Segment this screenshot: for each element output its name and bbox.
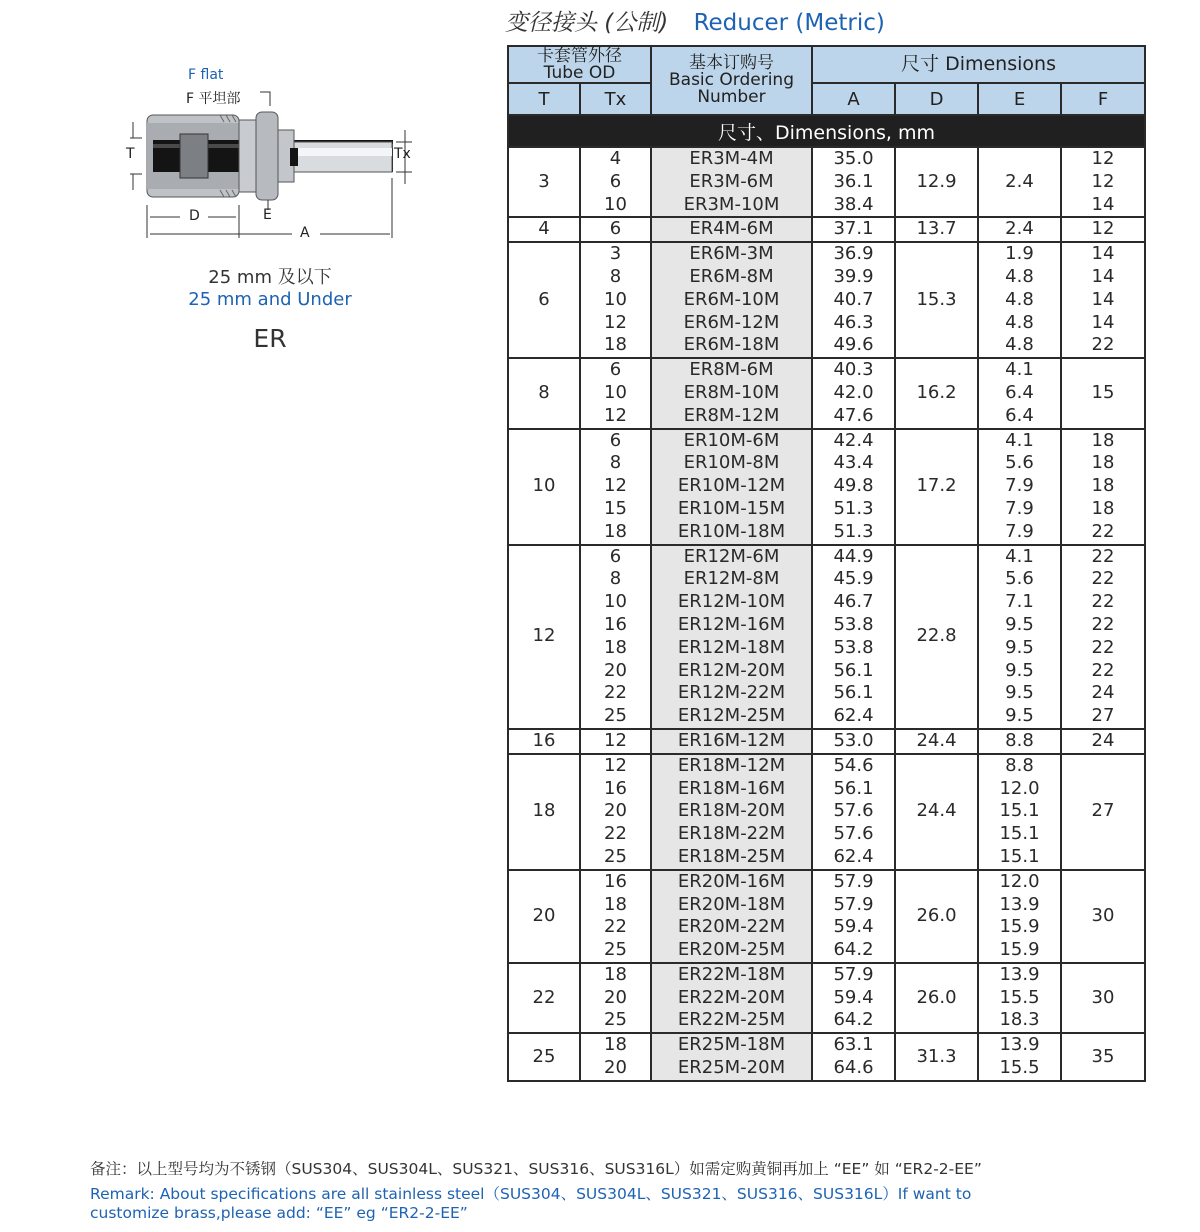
cell-tx-value: 4 (609, 148, 622, 169)
cell-tx-value: 12 (604, 404, 627, 426)
cell-dim-f-value: 22 (1091, 636, 1115, 658)
cell-dim-a-value: 64.2 (833, 1009, 874, 1031)
cell-dim-e-value: 9.5 (1005, 636, 1034, 658)
cell-dim-a-value: 40.3 (833, 359, 874, 381)
cell-dim-f (1061, 147, 1145, 217)
cell-tube-od: 22 (508, 963, 580, 1033)
cell-dim-f-value: 22 (1091, 591, 1115, 613)
cell-dim-a-value: 42.0 (833, 381, 874, 403)
dim-tx-label: Tx (394, 146, 411, 162)
cell-order-number (651, 729, 812, 754)
cell-tx (580, 147, 651, 217)
cell-dim-e-value: 9.5 (1005, 613, 1034, 635)
cell-dim-e-value: 7.9 (1005, 497, 1034, 519)
cell-dim-a-value: 64.6 (833, 1057, 874, 1079)
cell-dim-d: 26.0 (895, 963, 978, 1033)
cell-dim-f-value: 12 (1091, 148, 1115, 169)
cell-tx-value: 8 (609, 452, 622, 474)
cell-dim-e-value: 13.9 (999, 963, 1040, 985)
cell-dim-a-value: 64.2 (833, 939, 874, 961)
table-row (508, 754, 1145, 870)
cell-order-number-value: ER8M-10M (683, 381, 780, 403)
header-tx: Tx (580, 83, 651, 115)
cell-tx-value: 6 (609, 429, 622, 451)
cell-dim-a-value: 44.9 (833, 545, 874, 567)
cell-dim-e (978, 242, 1061, 358)
cell-tx-value: 15 (604, 497, 627, 519)
cell-tx-value: 20 (604, 659, 627, 681)
cell-tx-value: 25 (604, 845, 627, 867)
dim-d-label: D (189, 208, 200, 224)
cell-tx-value: 18 (604, 893, 627, 915)
cell-tx-value: 3 (609, 243, 622, 265)
cell-dim-e (978, 1033, 1061, 1081)
cell-dim-a-value: 35.0 (833, 148, 874, 169)
cell-tx-value: 6 (609, 218, 622, 240)
cell-dim-a-value: 49.6 (833, 334, 874, 356)
cell-order-number-value: ER10M-15M (677, 497, 786, 519)
cell-tx-value: 8 (609, 568, 622, 590)
cell-dim-e-value: 18.3 (999, 1009, 1040, 1031)
cell-tube-od: 4 (508, 217, 580, 242)
cell-dim-e-value: 7.9 (1005, 475, 1034, 497)
cell-dim-f-value: 22 (1091, 613, 1115, 635)
cell-tx-value: 18 (604, 1034, 627, 1056)
cell-dim-a (812, 754, 895, 870)
header-order-en2: Number (697, 87, 766, 107)
cell-dim-a-value: 38.4 (833, 193, 874, 215)
cell-dim-a-value: 59.4 (833, 916, 874, 938)
header-order-zh: 基本订购号 (689, 53, 774, 73)
cell-tx (580, 1033, 651, 1081)
cell-dim-f-value: 24 (1091, 682, 1115, 704)
cell-tx-value: 20 (604, 800, 627, 822)
cell-order-number (651, 754, 812, 870)
cell-dim-e: 2.4 (978, 147, 1061, 217)
cell-order-number-value: ER12M-16M (677, 613, 786, 635)
table-row (508, 729, 1145, 754)
cell-tube-od: 20 (508, 870, 580, 963)
cell-tx (580, 429, 651, 545)
cell-dim-a-value: 36.1 (833, 170, 874, 192)
cell-tube-od: 3 (508, 147, 580, 217)
cell-tx-value: 16 (604, 613, 627, 635)
cell-order-number-value: ER10M-6M (683, 429, 780, 451)
cell-tube-od: 16 (508, 729, 580, 754)
cell-dim-a-value: 63.1 (833, 1034, 874, 1056)
cell-dim-f-value: 18 (1091, 452, 1115, 474)
cell-order-number-value: ER8M-6M (689, 359, 774, 381)
cell-order-number-value: ER3M-4M (689, 148, 774, 169)
cell-dim-e-value: 1.9 (1005, 243, 1034, 265)
cell-order-number-value: ER12M-25M (677, 705, 786, 727)
table-row (508, 545, 1145, 729)
cell-tube-od: 8 (508, 358, 580, 428)
cell-dim-e-value: 15.1 (999, 823, 1040, 845)
cell-dim-d: 26.0 (895, 870, 978, 963)
cell-tx-value: 10 (604, 381, 627, 403)
table-row (508, 358, 1145, 428)
table-row (508, 429, 1145, 545)
table-row (508, 870, 1145, 963)
cell-order-number (651, 242, 812, 358)
cell-order-number-value: ER10M-8M (683, 452, 780, 474)
cell-dim-e-value: 4.8 (1005, 265, 1034, 287)
cell-dim-d: 12.9 (895, 147, 978, 217)
cell-order-number-value: ER16M-12M (677, 729, 786, 751)
cell-tx-value: 16 (604, 870, 627, 892)
cell-dim-a-value: 62.4 (833, 705, 874, 727)
cell-dim-f: 12 (1061, 217, 1145, 242)
cell-order-number-value: ER18M-22M (677, 823, 786, 845)
cell-tx (580, 358, 651, 428)
cell-dim-a (812, 147, 895, 217)
cell-dim-e-value: 4.1 (1005, 359, 1034, 381)
table-row (508, 242, 1145, 358)
cell-dim-a-value: 56.1 (833, 777, 874, 799)
cell-tx-value: 25 (604, 1009, 627, 1031)
cell-dim-e (978, 429, 1061, 545)
cell-dim-f-value: 18 (1091, 475, 1115, 497)
cell-tx-value: 10 (604, 591, 627, 613)
cell-tx (580, 870, 651, 963)
cell-tx (580, 545, 651, 729)
cell-order-number-value: ER12M-22M (677, 682, 786, 704)
cell-dim-f: 24 (1061, 729, 1145, 754)
cell-dim-f-value: 22 (1091, 545, 1115, 567)
title-en: Reducer (Metric) (693, 10, 885, 36)
cell-tx-value: 6 (609, 545, 622, 567)
cell-dim-e-value: 8.8 (1005, 754, 1034, 776)
cell-dim-e-value: 5.6 (1005, 452, 1034, 474)
cell-order-number-value: ER8M-12M (683, 404, 780, 426)
cell-dim-e-value: 9.5 (1005, 659, 1034, 681)
remark-zh: 备注：以上型号均为不锈钢（SUS304、SUS304L、SUS321、SUS316、SUS316L）如需定购黄铜再加上 “EE” 如 “ER2-2-EE” (90, 1160, 982, 1178)
cell-dim-a (812, 963, 895, 1033)
flat-label-zh: F 平坦部 (186, 91, 241, 107)
table-row (508, 1033, 1145, 1081)
cell-tx (580, 729, 651, 754)
cell-dim-e-value: 4.1 (1005, 429, 1034, 451)
cell-dim-e-value: 15.5 (999, 986, 1040, 1008)
size-caption-zh: 25 mm 及以下 (208, 267, 332, 288)
cell-tx-value: 22 (604, 823, 627, 845)
cell-dim-e-value: 7.9 (1005, 520, 1034, 542)
cell-order-number-value: ER18M-16M (677, 777, 786, 799)
cell-dim-e-value: 15.5 (999, 1057, 1040, 1079)
cell-order-number (651, 545, 812, 729)
cell-dim-a (812, 358, 895, 428)
cell-dim-d: 13.7 (895, 217, 978, 242)
cell-dim-a (812, 545, 895, 729)
cell-dim-a-value: 62.4 (833, 845, 874, 867)
cell-order-number-value: ER6M-18M (683, 334, 780, 356)
cell-tx-value: 16 (604, 777, 627, 799)
cell-tx-value: 18 (604, 520, 627, 542)
cell-tx-value: 10 (604, 288, 627, 310)
cell-dim-e-value: 15.9 (999, 916, 1040, 938)
cell-tx-value: 18 (604, 334, 627, 356)
cell-order-number-value: ER12M-8M (683, 568, 780, 590)
cell-dim-d: 31.3 (895, 1033, 978, 1081)
cell-order-number (651, 147, 812, 217)
cell-dim-a-value: 51.3 (833, 520, 874, 542)
units-row: 尺寸、Dimensions, mm (508, 115, 1145, 147)
cell-order-number-value: ER12M-20M (677, 659, 786, 681)
cell-order-number-value: ER25M-18M (677, 1034, 786, 1056)
cell-order-number-value: ER22M-25M (677, 1009, 786, 1031)
cell-order-number-value: ER12M-6M (683, 545, 780, 567)
cell-dim-d: 24.4 (895, 729, 978, 754)
cell-dim-f-value: 14 (1091, 193, 1115, 215)
cell-dim-f-value: 14 (1091, 265, 1115, 287)
cell-dim-e-value: 4.1 (1005, 545, 1034, 567)
cell-dim-e: 8.8 (978, 729, 1061, 754)
cell-dim-f (1061, 429, 1145, 545)
header-ordering-number (651, 46, 812, 115)
header-d: D (895, 83, 978, 115)
cell-dim-a-value: 53.8 (833, 613, 874, 635)
cell-dim-e (978, 870, 1061, 963)
cell-dim-a-value: 37.1 (833, 218, 874, 240)
cell-dim-e-value: 12.0 (999, 777, 1040, 799)
cell-tx-value: 12 (604, 475, 627, 497)
cell-dim-e (978, 545, 1061, 729)
cell-dim-d: 15.3 (895, 242, 978, 358)
header-order-en1: Basic Ordering (668, 70, 794, 90)
cell-tx-value: 12 (604, 754, 627, 776)
cell-dim-e (978, 754, 1061, 870)
cell-tx (580, 754, 651, 870)
cell-dim-f: 27 (1061, 754, 1145, 870)
cell-dim-e-value: 4.8 (1005, 311, 1034, 333)
cell-order-number-value: ER12M-10M (677, 591, 786, 613)
cell-tx-value: 8 (609, 265, 622, 287)
cell-order-number-value: ER6M-12M (683, 311, 780, 333)
cell-tx-value: 6 (609, 170, 622, 192)
cell-dim-a-value: 54.6 (833, 754, 874, 776)
cell-dim-a-value: 40.7 (833, 288, 874, 310)
cell-dim-e-value: 15.9 (999, 939, 1040, 961)
cell-dim-a-value: 49.8 (833, 475, 874, 497)
header-e: E (978, 83, 1061, 115)
cell-tube-od: 25 (508, 1033, 580, 1081)
cell-dim-a-value: 59.4 (833, 986, 874, 1008)
cell-dim-a-value: 47.6 (833, 404, 874, 426)
cell-order-number-value: ER18M-25M (677, 845, 786, 867)
cell-tube-od: 18 (508, 754, 580, 870)
cell-dim-e-value: 9.5 (1005, 682, 1034, 704)
cell-tx (580, 242, 651, 358)
header-f: F (1061, 83, 1145, 115)
cell-dim-f (1061, 242, 1145, 358)
cell-order-number (651, 217, 812, 242)
cell-dim-a-value: 46.7 (833, 591, 874, 613)
title-zh: 变径接头 (公制) (505, 10, 669, 36)
cell-order-number (651, 358, 812, 428)
cell-dim-f: 35 (1061, 1033, 1145, 1081)
cell-dim-a-value: 53.0 (833, 729, 874, 751)
cell-tx-value: 6 (609, 359, 622, 381)
cell-order-number-value: ER10M-18M (677, 520, 786, 542)
cell-dim-a-value: 45.9 (833, 568, 874, 590)
cell-tx-value: 20 (604, 1057, 627, 1079)
page-title (505, 4, 885, 37)
fitting-drawing (120, 60, 420, 250)
cell-dim-d: 22.8 (895, 545, 978, 729)
cell-dim-f-value: 18 (1091, 429, 1115, 451)
cell-tx-value: 20 (604, 986, 627, 1008)
cell-tx-value: 18 (604, 963, 627, 985)
remark-en-line2: customize brass,please add: “EE” eg “ER2-2-EE” (90, 1204, 468, 1222)
header-tube-od-zh: 卡套管外径 (537, 45, 622, 66)
cell-dim-e-value: 6.4 (1005, 381, 1034, 403)
cell-dim-a-value: 46.3 (833, 311, 874, 333)
cell-dim-f-value: 14 (1091, 311, 1115, 333)
cell-dim-f: 15 (1061, 358, 1145, 428)
cell-order-number-value: ER22M-18M (677, 963, 786, 985)
dim-a-label: A (300, 225, 310, 241)
cell-dim-a-value: 36.9 (833, 243, 874, 265)
cell-tx-value: 12 (604, 729, 627, 751)
table-row (508, 217, 1145, 242)
header-a: A (812, 83, 895, 115)
cell-dim-f-value: 27 (1091, 705, 1115, 727)
cell-order-number-value: ER3M-6M (689, 170, 774, 192)
cell-dim-e-value: 15.1 (999, 845, 1040, 867)
cell-order-number (651, 1033, 812, 1081)
size-caption-en: 25 mm and Under (188, 289, 352, 310)
cell-dim-f (1061, 545, 1145, 729)
cell-tx (580, 217, 651, 242)
series-code: ER (253, 324, 287, 353)
cell-dim-f: 30 (1061, 963, 1145, 1033)
cell-order-number-value: ER4M-6M (689, 218, 774, 240)
cell-order-number-value: ER6M-3M (689, 243, 774, 265)
cell-dim-a-value: 56.1 (833, 659, 874, 681)
cell-dim-a-value: 57.9 (833, 963, 874, 985)
cell-tx-value: 18 (604, 636, 627, 658)
cell-dim-e-value: 12.0 (999, 870, 1040, 892)
cell-tx-value: 25 (604, 939, 627, 961)
cell-tx-value: 22 (604, 916, 627, 938)
cell-dim-e-value: 13.9 (999, 1034, 1040, 1056)
header-tube-od-en: Tube OD (543, 62, 616, 83)
cell-dim-f-value: 22 (1091, 334, 1115, 356)
cell-dim-a (812, 1033, 895, 1081)
cell-order-number (651, 963, 812, 1033)
header-t: T (508, 83, 580, 115)
cell-order-number-value: ER18M-12M (677, 754, 786, 776)
cell-dim-a-value: 43.4 (833, 452, 874, 474)
cell-order-number-value: ER6M-10M (683, 288, 780, 310)
cell-tube-od: 10 (508, 429, 580, 545)
cell-dim-e-value: 13.9 (999, 893, 1040, 915)
cell-dim-e-value: 4.8 (1005, 334, 1034, 356)
cell-order-number-value: ER20M-18M (677, 893, 786, 915)
cell-dim-e (978, 358, 1061, 428)
cell-dim-e-value: 7.1 (1005, 591, 1034, 613)
cell-dim-f-value: 14 (1091, 243, 1115, 265)
cell-tx-value: 25 (604, 705, 627, 727)
cell-dim-a-value: 57.6 (833, 823, 874, 845)
cell-order-number-value: ER12M-18M (677, 636, 786, 658)
cell-order-number-value: ER18M-20M (677, 800, 786, 822)
cell-dim-f: 30 (1061, 870, 1145, 963)
cell-dim-a-value: 57.6 (833, 800, 874, 822)
cell-order-number-value: ER10M-12M (677, 475, 786, 497)
cell-dim-e-value: 5.6 (1005, 568, 1034, 590)
cell-dim-e-value: 6.4 (1005, 404, 1034, 426)
flat-label-en: F flat (188, 67, 224, 83)
table-row (508, 147, 1145, 217)
cell-dim-a-value: 57.9 (833, 870, 874, 892)
dim-e-label: E (263, 207, 272, 223)
dim-t-label: T (126, 146, 135, 162)
cell-tx-value: 10 (604, 193, 627, 215)
cell-dim-a-value: 53.8 (833, 636, 874, 658)
cell-dim-d: 24.4 (895, 754, 978, 870)
cell-dim-e-value: 15.1 (999, 800, 1040, 822)
cell-dim-f-value: 22 (1091, 568, 1115, 590)
cell-order-number (651, 429, 812, 545)
cell-order-number (651, 870, 812, 963)
cell-dim-e: 2.4 (978, 217, 1061, 242)
cell-order-number-value: ER6M-8M (689, 265, 774, 287)
cell-dim-a-value: 39.9 (833, 265, 874, 287)
cell-dim-a (812, 217, 895, 242)
cell-dim-a-value: 57.9 (833, 893, 874, 915)
cell-tube-od: 12 (508, 545, 580, 729)
cell-order-number-value: ER20M-22M (677, 916, 786, 938)
cell-dim-d: 16.2 (895, 358, 978, 428)
table-row (508, 963, 1145, 1033)
cell-dim-e-value: 4.8 (1005, 288, 1034, 310)
remark-en-line1: Remark: About specifications are all stainless steel（SUS304、SUS304L、SUS321、SUS316、SUS316L）If want to (90, 1185, 972, 1203)
cell-order-number-value: ER22M-20M (677, 986, 786, 1008)
cell-dim-a (812, 242, 895, 358)
cell-dim-a-value: 51.3 (833, 497, 874, 519)
cell-dim-a-value: 42.4 (833, 429, 874, 451)
cell-dim-f-value: 18 (1091, 497, 1115, 519)
cell-dim-d: 17.2 (895, 429, 978, 545)
cell-dim-e (978, 963, 1061, 1033)
cell-tx (580, 963, 651, 1033)
cell-order-number-value: ER3M-10M (683, 193, 780, 215)
cell-tx-value: 22 (604, 682, 627, 704)
cell-dim-f-value: 12 (1091, 170, 1115, 192)
cell-dim-a (812, 729, 895, 754)
cell-dim-a (812, 429, 895, 545)
cell-dim-a (812, 870, 895, 963)
cell-dim-e-value: 9.5 (1005, 705, 1034, 727)
cell-order-number-value: ER20M-25M (677, 939, 786, 961)
header-tube-od (508, 46, 651, 83)
dimension-table (507, 45, 1146, 1082)
cell-dim-a-value: 56.1 (833, 682, 874, 704)
cell-dim-f-value: 14 (1091, 288, 1115, 310)
cell-tube-od: 6 (508, 242, 580, 358)
cell-order-number-value: ER20M-16M (677, 870, 786, 892)
cell-order-number-value: ER25M-20M (677, 1057, 786, 1079)
cell-dim-f-value: 22 (1091, 659, 1115, 681)
header-dimensions: 尺寸 Dimensions (812, 46, 1145, 83)
cell-tx-value: 12 (604, 311, 627, 333)
cell-dim-f-value: 22 (1091, 520, 1115, 542)
